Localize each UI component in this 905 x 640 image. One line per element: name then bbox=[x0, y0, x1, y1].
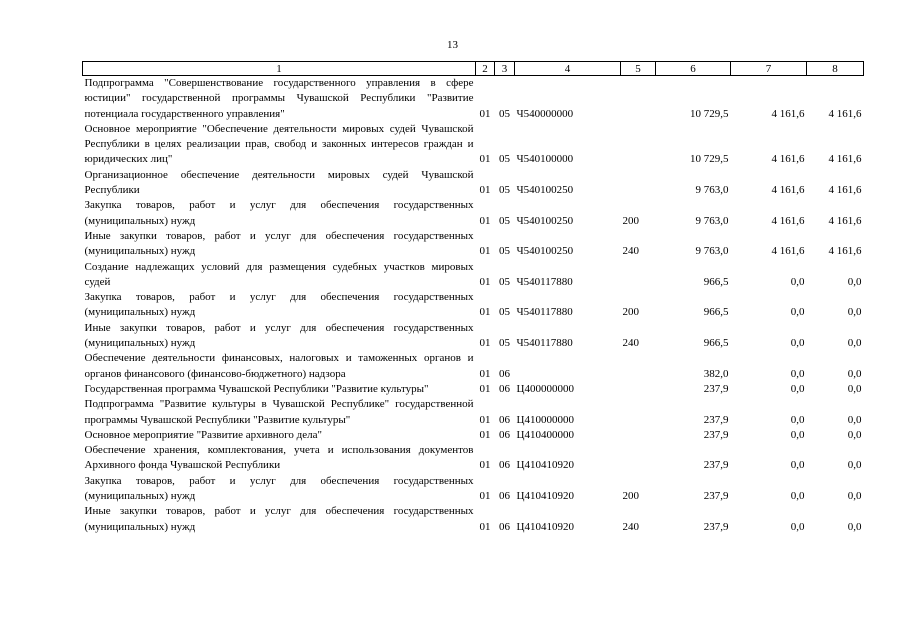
row-expense-type: 240 bbox=[622, 337, 639, 350]
row-amount-col6: 237,9 bbox=[703, 428, 729, 441]
row-name: Иные закупки товаров, работ и услуг для обеспечения государственных (муниципальных) нужд bbox=[84, 229, 474, 258]
row-name: Закупка товаров, работ и услуг для обеспечения государственных (муниципальных) нужд bbox=[84, 474, 474, 503]
row-subsection: 05 bbox=[499, 153, 510, 166]
row-amount-col8: 0,0 bbox=[847, 367, 862, 380]
row-subsection: 06 bbox=[499, 367, 510, 380]
row-target-article: Ч540000000 bbox=[516, 107, 574, 120]
row-amount-col8: 4 161,6 bbox=[828, 245, 862, 258]
header-col-5: 5 bbox=[621, 62, 656, 76]
table-row bbox=[83, 229, 864, 260]
table-row bbox=[83, 76, 864, 122]
row-target-article: Ч540100250 bbox=[516, 245, 574, 258]
table-row bbox=[83, 260, 864, 291]
row-target-article: Ч540117880 bbox=[516, 275, 573, 288]
row-subsection: 06 bbox=[499, 490, 510, 503]
row-expense-type: 200 bbox=[622, 214, 639, 227]
row-target-article: Ц410400000 bbox=[516, 428, 574, 441]
row-amount-col7: 0,0 bbox=[790, 382, 805, 395]
row-amount-col8: 0,0 bbox=[847, 520, 862, 533]
row-amount-col7: 0,0 bbox=[790, 337, 805, 350]
row-amount-col8: 4 161,6 bbox=[828, 153, 862, 166]
row-subsection: 05 bbox=[499, 184, 510, 197]
row-amount-col6: 966,5 bbox=[703, 275, 729, 288]
row-amount-col8: 0,0 bbox=[847, 337, 862, 350]
row-subsection: 06 bbox=[499, 428, 510, 441]
row-amount-col6: 237,9 bbox=[703, 413, 729, 426]
row-amount-col7: 0,0 bbox=[790, 459, 805, 472]
row-amount-col8: 4 161,6 bbox=[828, 214, 862, 227]
header-col-7: 7 bbox=[731, 62, 807, 76]
row-expense-type bbox=[621, 428, 656, 443]
row-expense-type bbox=[621, 76, 656, 122]
row-target-article: Ц410410920 bbox=[516, 490, 574, 503]
row-amount-col8: 0,0 bbox=[847, 275, 862, 288]
table-row bbox=[83, 397, 864, 428]
header-col-4: 4 bbox=[515, 62, 621, 76]
row-expense-type: 240 bbox=[622, 245, 639, 258]
row-section: 01 bbox=[479, 413, 491, 426]
row-amount-col6: 9 763,0 bbox=[695, 245, 729, 258]
row-amount-col7: 0,0 bbox=[790, 520, 805, 533]
row-name: Закупка товаров, работ и услуг для обеспечения государственных (муниципальных) нужд bbox=[84, 199, 474, 227]
row-expense-type bbox=[621, 443, 656, 474]
row-amount-col7: 0,0 bbox=[790, 490, 805, 503]
row-amount-col7: 0,0 bbox=[790, 367, 805, 380]
header-col-1: 1 bbox=[83, 62, 476, 76]
row-name: Иные закупки товаров, работ и услуг для обеспечения государственных (муниципальных) нужд bbox=[84, 505, 474, 533]
row-amount-col6: 10 729,5 bbox=[690, 153, 729, 166]
row-expense-type bbox=[621, 260, 656, 291]
row-amount-col6: 237,9 bbox=[703, 459, 729, 472]
row-target-article: Ч540100000 bbox=[516, 153, 574, 166]
row-name: Обеспечение деятельности финансовых, налоговых и таможенных органов и органов финансового (финансово-бюджетного) надзора bbox=[84, 352, 474, 380]
row-amount-col7: 4 161,6 bbox=[771, 153, 805, 166]
row-subsection: 06 bbox=[499, 413, 510, 426]
row-amount-col7: 0,0 bbox=[790, 413, 805, 426]
row-name: Государственная программа Чувашской Республики "Развитие культуры" bbox=[84, 382, 429, 395]
row-amount-col7: 4 161,6 bbox=[771, 184, 805, 197]
row-target-article: Ч540100250 bbox=[516, 184, 574, 197]
row-expense-type: 240 bbox=[622, 520, 639, 533]
row-name: Подпрограмма "Развитие культуры в Чувашской Республике" государственной программы Чувашской Республики "Развитие культуры" bbox=[84, 398, 474, 426]
row-target-article: Ц410000000 bbox=[516, 413, 574, 426]
row-section: 01 bbox=[479, 107, 491, 120]
row-section: 01 bbox=[479, 337, 491, 350]
header-col-6: 6 bbox=[656, 62, 731, 76]
row-amount-col7: 0,0 bbox=[790, 275, 805, 288]
row-expense-type bbox=[621, 122, 656, 168]
row-amount-col7: 4 161,6 bbox=[771, 214, 805, 227]
row-section: 01 bbox=[479, 367, 491, 380]
row-subsection: 06 bbox=[499, 520, 510, 533]
row-section: 01 bbox=[479, 459, 491, 472]
header-row bbox=[83, 62, 864, 76]
row-amount-col8: 0,0 bbox=[847, 382, 862, 395]
row-amount-col6: 10 729,5 bbox=[690, 107, 729, 120]
row-amount-col6: 966,5 bbox=[703, 337, 729, 350]
row-amount-col8: 0,0 bbox=[847, 428, 862, 441]
row-amount-col6: 9 763,0 bbox=[695, 184, 729, 197]
row-expense-type bbox=[621, 382, 656, 397]
row-amount-col8: 0,0 bbox=[847, 413, 862, 426]
row-subsection: 05 bbox=[499, 107, 510, 120]
row-section: 01 bbox=[479, 490, 491, 503]
row-name: Подпрограмма "Совершенствование государственного управления в сфере юстиции" государственной программы Чувашской Республики "Развитие потенциала государственного управления" bbox=[84, 77, 474, 120]
row-subsection: 05 bbox=[499, 275, 510, 288]
row-section: 01 bbox=[479, 275, 491, 288]
row-amount-col6: 237,9 bbox=[703, 520, 729, 533]
row-section: 01 bbox=[479, 153, 491, 166]
row-amount-col8: 4 161,6 bbox=[828, 184, 862, 197]
row-expense-type: 200 bbox=[622, 490, 639, 503]
row-amount-col7: 4 161,6 bbox=[771, 107, 805, 120]
table-row bbox=[83, 382, 864, 397]
row-section: 01 bbox=[479, 520, 491, 533]
row-name: Основное мероприятие "Развитие архивного дела" bbox=[84, 428, 322, 441]
row-subsection: 05 bbox=[499, 306, 510, 319]
row-subsection: 06 bbox=[499, 459, 510, 472]
table-row bbox=[83, 504, 864, 535]
row-amount-col8: 4 161,6 bbox=[828, 107, 862, 120]
row-subsection: 05 bbox=[499, 245, 510, 258]
row-amount-col7: 4 161,6 bbox=[771, 245, 805, 258]
row-name: Организационное обеспечение деятельности мировых судей Чувашской Республики bbox=[84, 168, 474, 197]
row-name: Основное мероприятие "Обеспечение деятельности мировых судей Чувашской Республики в целях реализации прав, свобод и законных интересов граждан и юридических лиц" bbox=[84, 122, 474, 166]
header-col-2: 2 bbox=[476, 62, 495, 76]
table-row bbox=[83, 474, 864, 505]
row-target-article: Ц400000000 bbox=[516, 382, 574, 395]
table-row bbox=[83, 351, 864, 382]
table-row bbox=[83, 443, 864, 474]
row-amount-col8: 0,0 bbox=[847, 459, 862, 472]
row-amount-col7: 0,0 bbox=[790, 428, 805, 441]
row-amount-col8: 0,0 bbox=[847, 490, 862, 503]
row-amount-col8: 0,0 bbox=[847, 306, 862, 319]
row-amount-col6: 966,5 bbox=[703, 306, 729, 319]
row-target-article bbox=[515, 351, 621, 382]
row-target-article: Ц410410920 bbox=[516, 520, 574, 533]
row-name: Создание надлежащих условий для размещения судебных участков мировых судей bbox=[84, 260, 474, 288]
row-amount-col6: 237,9 bbox=[703, 490, 729, 503]
row-section: 01 bbox=[479, 184, 491, 197]
table-row bbox=[83, 321, 864, 352]
row-target-article: Ч540100250 bbox=[516, 214, 574, 227]
table-body bbox=[83, 76, 864, 535]
row-expense-type bbox=[621, 168, 656, 199]
header-col-3: 3 bbox=[495, 62, 515, 76]
row-section: 01 bbox=[479, 306, 491, 319]
row-section: 01 bbox=[479, 214, 491, 227]
row-target-article: Ч540117880 bbox=[516, 306, 573, 319]
row-amount-col6: 9 763,0 bbox=[695, 214, 729, 227]
budget-table bbox=[82, 61, 864, 535]
table-row bbox=[83, 290, 864, 321]
row-expense-type: 200 bbox=[622, 306, 639, 319]
row-amount-col7: 0,0 bbox=[790, 306, 805, 319]
row-target-article: Ч540117880 bbox=[516, 337, 573, 350]
row-target-article: Ц410410920 bbox=[516, 459, 574, 472]
table-row bbox=[83, 122, 864, 168]
row-expense-type bbox=[621, 351, 656, 382]
row-subsection: 06 bbox=[499, 382, 510, 395]
row-subsection: 05 bbox=[499, 337, 510, 350]
table-row bbox=[83, 168, 864, 199]
table-row bbox=[83, 198, 864, 229]
row-section: 01 bbox=[479, 245, 491, 258]
row-amount-col6: 382,0 bbox=[703, 367, 729, 380]
page-number: 13 bbox=[447, 39, 458, 51]
row-section: 01 bbox=[479, 382, 491, 395]
row-name: Закупка товаров, работ и услуг для обеспечения государственных (муниципальных) нужд bbox=[84, 291, 474, 319]
row-amount-col6: 237,9 bbox=[703, 382, 729, 395]
row-name: Обеспечение хранения, комплектования, учета и использования документов Архивного фонда Чувашской Республики bbox=[84, 444, 474, 472]
row-section: 01 bbox=[479, 428, 491, 441]
row-name: Иные закупки товаров, работ и услуг для обеспечения государственных (муниципальных) нужд bbox=[84, 321, 474, 350]
header-col-8: 8 bbox=[807, 62, 864, 76]
row-subsection: 05 bbox=[499, 214, 510, 227]
row-expense-type bbox=[621, 397, 656, 428]
table-row bbox=[83, 428, 864, 443]
